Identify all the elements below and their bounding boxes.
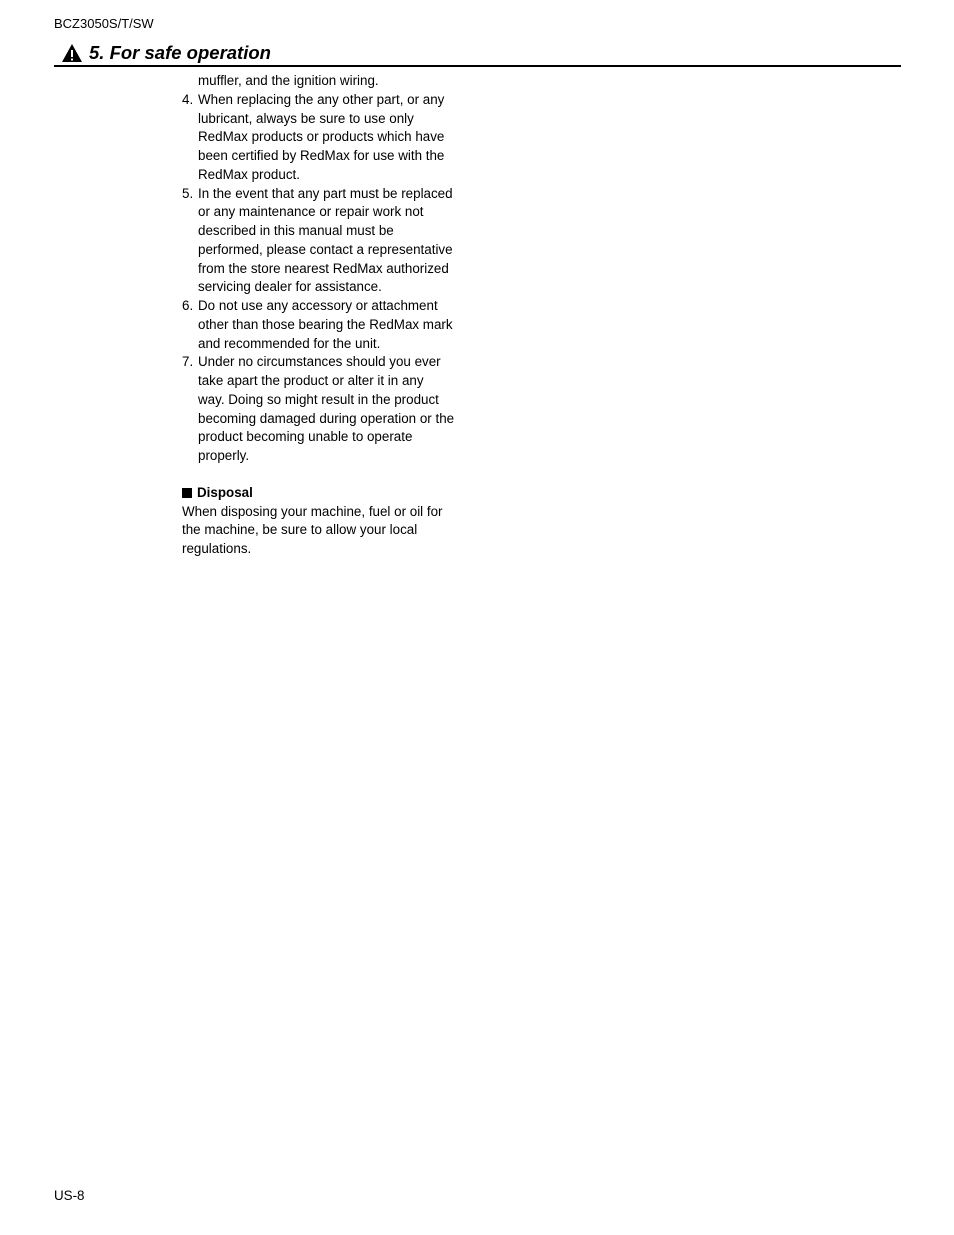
continuation-line: muffler, and the ignition wiring.	[198, 73, 379, 88]
list-item-text	[198, 91, 472, 185]
text-line: becoming damaged during operation or the	[198, 410, 455, 426]
text-line: product becoming unable to operate	[198, 429, 413, 445]
section-title: 5. For safe operation	[89, 42, 271, 63]
black-square-icon	[182, 488, 192, 498]
text-line: In the event that any part must be replaced	[198, 185, 453, 201]
text-line: lubricant, always be sure to use only	[198, 110, 414, 126]
list-item	[182, 91, 472, 185]
text-line: been certified by RedMax for use with the	[198, 148, 445, 163]
text-line: When disposing your machine, fuel or oil for	[182, 503, 443, 519]
text-line: regulations.	[182, 541, 252, 556]
text-line: When replacing the any other part, or any	[198, 91, 445, 107]
model-code: BCZ3050S/T/SW	[54, 16, 154, 31]
list-item-number: 4.	[182, 91, 194, 107]
list-item	[182, 297, 472, 353]
list-item-text	[198, 297, 472, 353]
text-line: RedMax products or products which have	[198, 129, 445, 145]
text-line: or any maintenance or repair work not	[198, 204, 424, 220]
disposal-text	[182, 503, 472, 559]
warning-triangle-icon	[61, 43, 83, 63]
text-line: Under no circumstances should you ever	[198, 354, 441, 370]
text-line: properly.	[198, 448, 250, 463]
text-line: described in this manual must be	[198, 223, 394, 238]
disposal-heading	[182, 484, 472, 503]
text-line: the machine, be sure to allow your local	[182, 522, 418, 538]
section-header	[54, 41, 901, 67]
list-item-text	[198, 353, 472, 466]
disposal-heading-label: Disposal	[197, 484, 253, 500]
text-line: servicing dealer for assistance.	[198, 279, 382, 295]
text-line: and recommended for the unit.	[198, 335, 381, 351]
page-number: US-8	[54, 1188, 85, 1203]
list-item	[182, 185, 472, 298]
list-item-number: 7.	[182, 354, 194, 370]
text-line: other than those bearing the RedMax mark	[198, 316, 453, 332]
text-line: from the store nearest RedMax authorized	[198, 260, 449, 276]
body-column	[182, 72, 472, 559]
list-item-number: 5.	[182, 185, 194, 201]
text-line: take apart the product or alter it in any	[198, 373, 424, 388]
text-line: performed, please contact a representative	[198, 241, 453, 257]
list-item-number: 6.	[182, 298, 194, 313]
text-line: way. Doing so might result in the product	[198, 391, 439, 407]
list-item-text	[198, 185, 472, 298]
list-item	[182, 353, 472, 466]
text-line: RedMax product.	[198, 166, 300, 182]
text-line: Do not use any accessory or attachment	[198, 298, 438, 313]
